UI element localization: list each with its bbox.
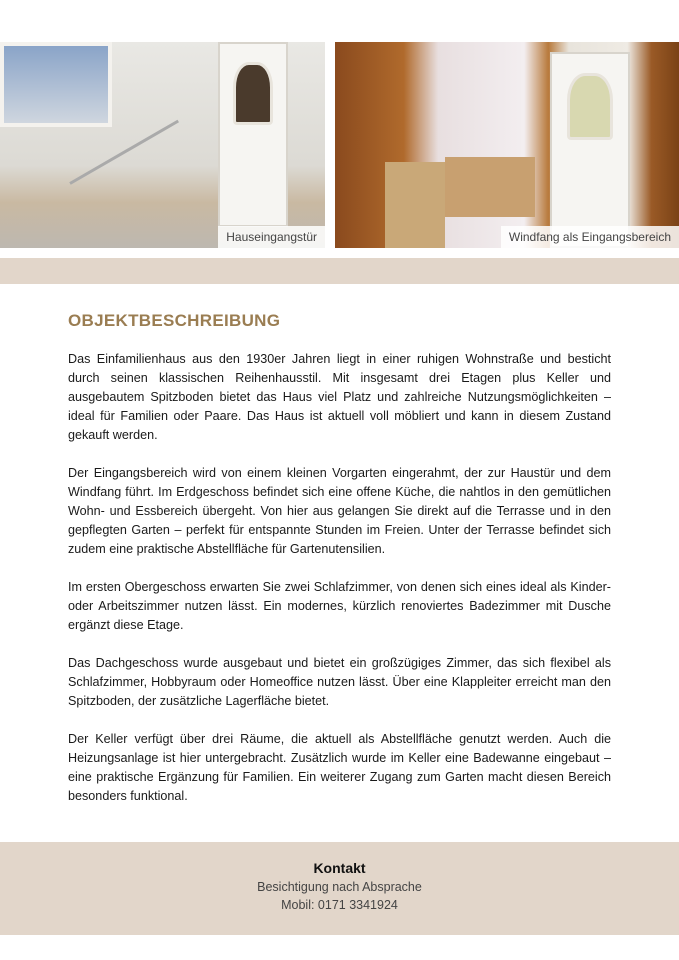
window [0, 42, 112, 127]
divider-band [0, 258, 679, 284]
photo-house-entrance [0, 42, 325, 248]
photo-caption: Hauseingangstür [218, 226, 325, 248]
section-title: OBJEKTBESCHREIBUNG [68, 311, 281, 330]
paragraph: Der Eingangsbereich wird von einem kleinen Vorgarten eingerahmt, der zur Haustür und dem Windfang führt. Im Erdgeschoss befindet sich eine offene Küche, die nahtlos in den gemütlichen Wohn- und Essbereich übergeht. Von hier aus gelangen Sie direkt auf die Terrasse und in den gepflegten Garten – perfekt für entspannte Stunden im Freien. Unter der Terrasse befindet sich zudem eine praktische Abstellfläche für Gartenutensilien. [68, 466, 611, 556]
cabinet [385, 162, 445, 248]
paragraph: Im ersten Obergeschoss erwarten Sie zwei Schlafzimmer, von denen sich eines ideal als Kinder- oder Arbeitszimmer nutzen lässt. Ein modernes, kürzlich renoviertes Badezimmer mit Dusche ergänzt diese Etage. [68, 580, 611, 632]
contact-footer [0, 842, 679, 935]
paragraph: Das Dachgeschoss wurde ausgebaut und bietet ein großzügiges Zimmer, das sich flexibel als Schlafzimmer, Hobbyraum oder Homeoffice nutzen lässt. Über eine Klappleiter erreicht man den Spitzboden, der zusätzliche Lagerfläche bietet. [68, 656, 611, 708]
front-door [218, 42, 288, 227]
inner-door [550, 52, 630, 248]
photo-caption: Windfang als Eingangsbereich [501, 226, 679, 248]
paragraph: Das Einfamilienhaus aus den 1930er Jahren liegt in einer ruhigen Wohnstraße und besticht durch seinen klassischen Reihenhausstil. Mit insgesamt drei Etagen plus Keller und ausgebautem Spitzboden bietet das Haus viel Platz und zahlreiche Nutzungsmöglichkeiten – ideal für Familien oder Paare. Das Haus ist aktuell voll möbliert und kann in diesem Zustand gekauft werden. [68, 352, 611, 442]
handrail [69, 120, 179, 185]
description [68, 350, 611, 825]
paragraph: Der Keller verfügt über drei Räume, die aktuell als Abstellfläche genutzt werden. Auch die Heizungsanlage ist hier untergebracht. Zusätzlich wurde im Keller eine Badewanne eingebaut – eine praktische Ergänzung für Familien. Ein weiterer Zugang zum Garten macht diesen Bereich besonders funktional. [68, 732, 611, 803]
photo-windfang [335, 42, 679, 248]
contact-title: Kontakt [313, 860, 366, 876]
dresser [445, 157, 535, 217]
contact-viewing: Besichtigung nach Absprache [257, 880, 422, 894]
contact-phone: Mobil: 0171 3341924 [281, 898, 398, 912]
